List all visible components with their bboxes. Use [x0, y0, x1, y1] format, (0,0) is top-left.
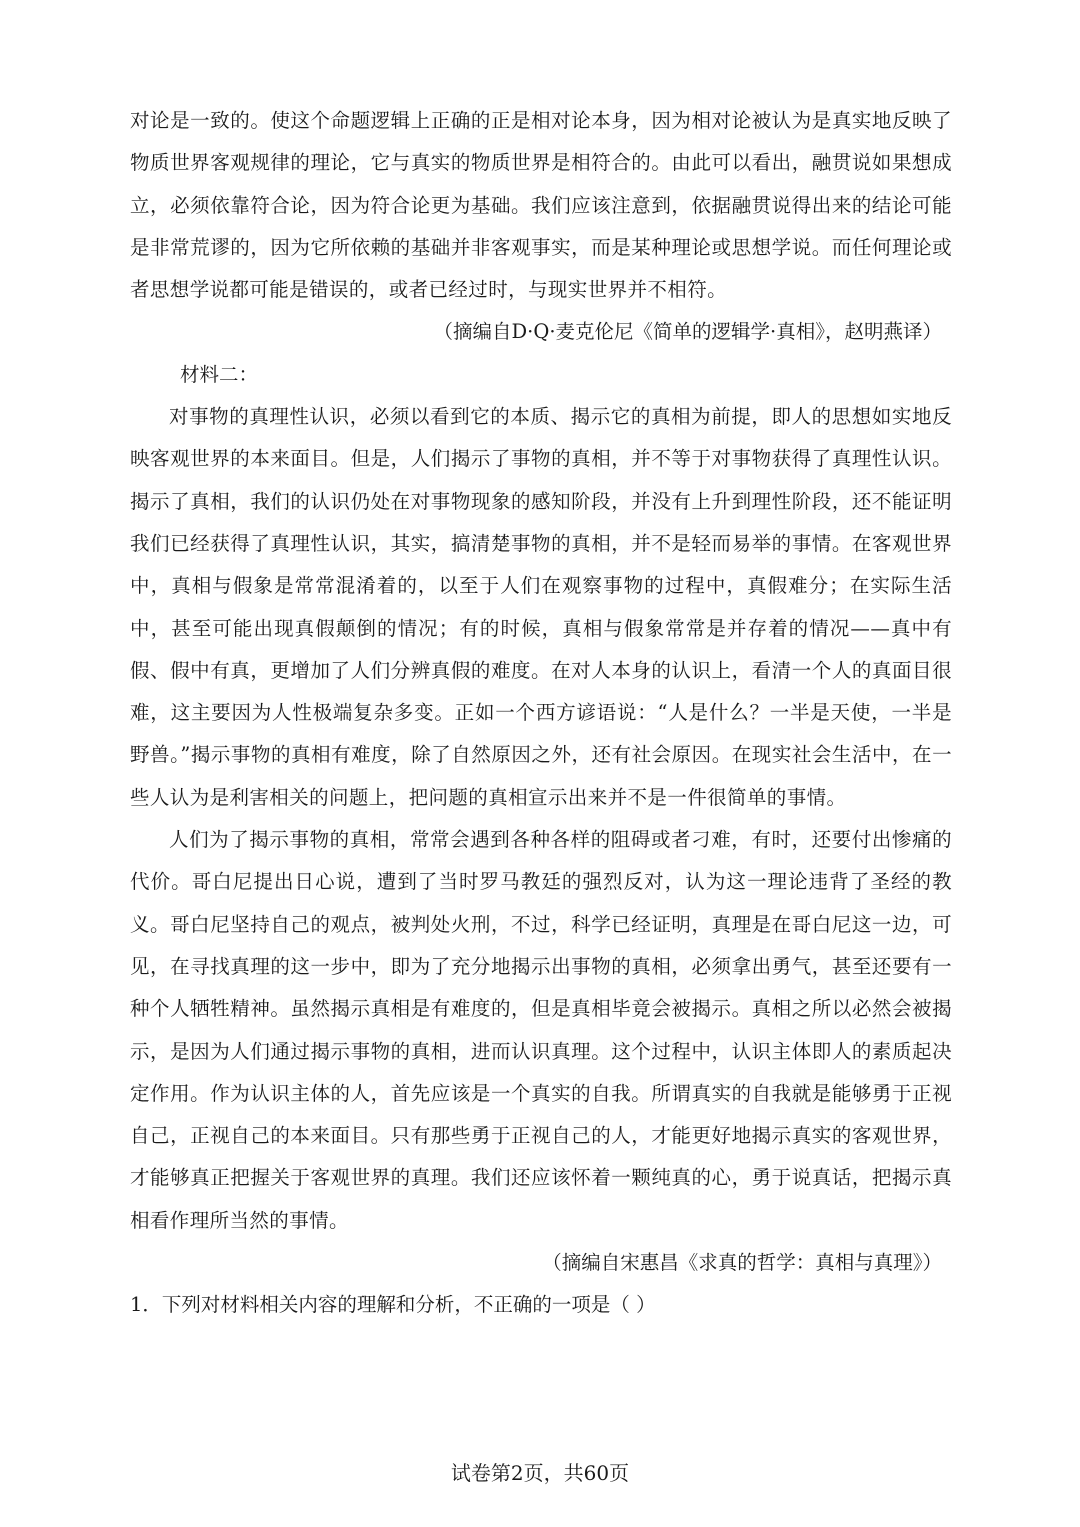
source-citation-material-two: （摘编自宋惠昌《求真的哲学：真相与真理》） [542, 1251, 942, 1275]
passage-paragraph-truth-recognition: 对事物的真理性认识，必须以看到它的本质、揭示它的真相为前提，即人的思想如实地反映客观世界的本来面目。但是，人们揭示了事物的真相，并不等于对事物获得了真理性认识。揭示了真相，我们的认识仍处在对事物现象的感知阶段，并没有上升到理性阶段，还不能证明我们已经获得了真理性认识，其实，搞清楚事物的真相，并不是轻而易举的事情。在客观世界中，真相与假象是常常混淆着的，以至于人们在观察事物的过程中，真假难分；在实际生活中，甚至可能出现真假颠倒的情况；有的时候，真相与假象常常是并存着的情况——真中有假、假中有真，更增加了人们分辨真假的难度。在对人本身的认识上，看清一个人的真面目很难，这主要因为人性极端复杂多变。正如一个西方谚语说：“人是什么？一半是天使，一半是野兽。”揭示事物的真相有难度，除了自然原因之外，还有社会原因。在现实社会生活中，在一些人认为是利害相关的问题上，把问题的真相宣示出来并不是一件很简单的事情。 [130, 405, 952, 809]
source-citation-material-one: （摘编自D·Q·麦克伦尼《简单的逻辑学·真相》，赵明燕译） [433, 320, 942, 344]
passage-paragraph-revealing-truth: 人们为了揭示事物的真相，常常会遇到各种各样的阻碍或者刁难，有时，还要付出惨痛的代价。哥白尼提出日心说，遭到了当时罗马教廷的强烈反对，认为这一理论违背了圣经的教义。哥白尼坚持自己的观点，被判处火刑，不过，科学已经证明，真理是在哥白尼这一边，可见，在寻找真理的这一步中，即为了充分地揭示出事物的真相，必须拿出勇气，甚至还要有一种个人牺牲精神。虽然揭示真相是有难度的，但是真相毕竟会被揭示。真相之所以必然会被揭示，是因为人们通过揭示事物的真相，进而认识真理。这个过程中，认识主体即人的素质起决定作用。作为认识主体的人，首先应该是一个真实的自我。所谓真实的自我就是能够勇于正视自己，正视自己的本来面目。只有那些勇于正视自己的人，才能更好地揭示真实的客观世界，才能够真正把握关于客观世界的真理。我们还应该怀着一颗纯真的心，勇于说真话，把揭示真相看作理所当然的事情。 [130, 828, 952, 1232]
page-footer: 试卷第2页，共60页 [450, 1461, 630, 1485]
passage-paragraph-continuation: 对论是一致的。使这个命题逻辑上正确的正是相对论本身，因为相对论被认为是真实地反映了物质世界客观规律的理论，它与真实的物质世界是相符合的。由此可以看出，融贯说如果想成立，必须依靠符合论，因为符合论更为基础。我们应该注意到，依据融贯说得出来的结论可能是非常荒谬的，因为它所依赖的基础并非客观事实，而是某种理论或思想学说。而任何理论或者思想学说都可能是错误的，或者已经过时，与现实世界并不相符。 [130, 109, 952, 302]
question-one-stem: 1．下列对材料相关内容的理解和分析，不正确的一项是（ ） [130, 1293, 656, 1317]
reading-passage [130, 100, 952, 1327]
material-two-heading: 材料二： [180, 362, 259, 386]
